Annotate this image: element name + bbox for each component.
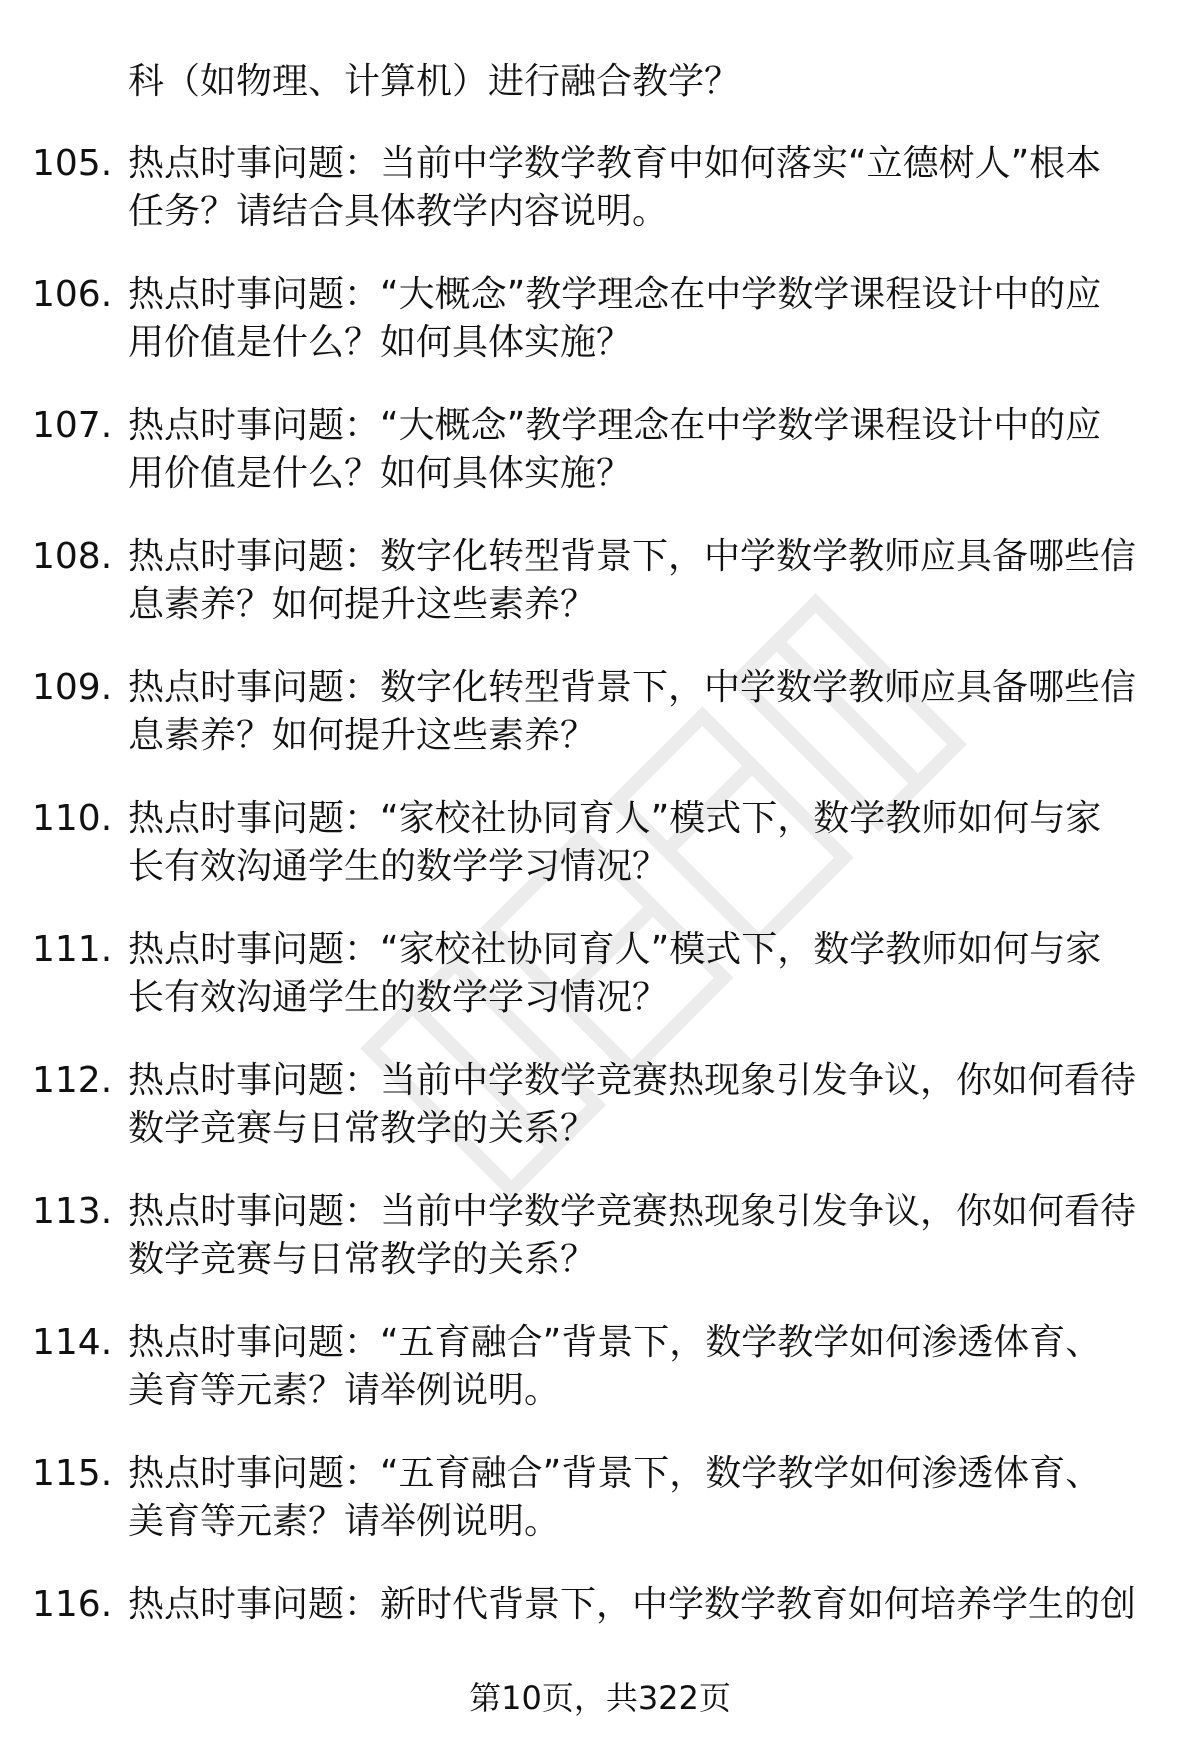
question-text-line-2: 任务？请结合具体教学内容说明。 [128,191,669,232]
question-number: 111. [32,929,113,970]
question-number: 116. [32,1584,113,1625]
question-item [0,1450,1200,1581]
question-number: 114. [32,1322,113,1363]
question-text-line-1: 热点时事问题：“五育融合”背景下，数学教学如何渗透体育、 [128,1322,1102,1363]
question-item [0,664,1200,795]
question-text-line-1: 热点时事问题：“五育融合”背景下，数学教学如何渗透体育、 [128,1453,1102,1494]
question-item [0,1188,1200,1319]
question-number: 106. [32,274,113,315]
question-text-line-1: 热点时事问题：数字化转型背景下，中学数学教师应具备哪些信 [128,667,1137,708]
question-text-line-1: 热点时事问题：“大概念”教学理念在中学数学课程设计中的应 [128,405,1102,446]
question-item [0,1057,1200,1188]
question-text-line-1: 热点时事问题：当前中学数学竞赛热现象引发争议，你如何看待 [128,1191,1137,1232]
question-item [0,533,1200,664]
question-text-line-1: 热点时事问题：“家校社协同育人”模式下，数学教师如何与家 [128,929,1102,970]
question-text-line-2: 用价值是什么？如何具体实施？ [128,322,633,363]
question-number: 110. [32,798,113,839]
question-text-line-2: 数学竞赛与日常教学的关系？ [128,1239,597,1280]
question-text-line-1: 热点时事问题：当前中学数学竞赛热现象引发争议，你如何看待 [128,1060,1137,1101]
question-item [0,271,1200,402]
question-number: 109. [32,667,113,708]
question-text-line-1: 热点时事问题：当前中学数学教育中如何落实“立德树人”根本 [128,143,1102,184]
question-item [0,402,1200,533]
question-text-line-2: 息素养？如何提升这些素养？ [128,584,597,625]
question-list [0,140,1200,1712]
page-footer: 第10页，共322页 [469,1679,731,1717]
question-item [0,926,1200,1057]
question-item [0,1319,1200,1450]
question-number: 105. [32,143,113,184]
question-text-line-2: 长有效沟通学生的数学学习情况？ [128,846,669,887]
question-item [0,140,1200,271]
question-text-line-1: 热点时事问题：数字化转型背景下，中学数学教师应具备哪些信 [128,536,1137,577]
question-number: 112. [32,1060,113,1101]
question-number: 115. [32,1453,113,1494]
question-text-line-2: 数学竞赛与日常教学的关系？ [128,1108,597,1149]
question-text-line-1: 热点时事问题：“大概念”教学理念在中学数学课程设计中的应 [128,274,1102,315]
question-text-line-2: 长有效沟通学生的数学学习情况？ [128,977,669,1018]
question-text-line-2: 美育等元素？请举例说明。 [128,1370,561,1411]
continuation-line: 科（如物理、计算机）进行融合教学？ [128,61,741,102]
question-number: 107. [32,405,113,446]
question-number: 108. [32,536,113,577]
question-number: 113. [32,1191,113,1232]
question-text-line-1: 热点时事问题：新时代背景下，中学数学教育如何培养学生的创 [128,1584,1137,1625]
question-text-line-2: 息素养？如何提升这些素养？ [128,715,597,756]
question-text-line-2: 美育等元素？请举例说明。 [128,1501,561,1542]
question-text-line-2: 用价值是什么？如何具体实施？ [128,453,633,494]
question-text-line-1: 热点时事问题：“家校社协同育人”模式下，数学教师如何与家 [128,798,1102,839]
question-item [0,795,1200,926]
